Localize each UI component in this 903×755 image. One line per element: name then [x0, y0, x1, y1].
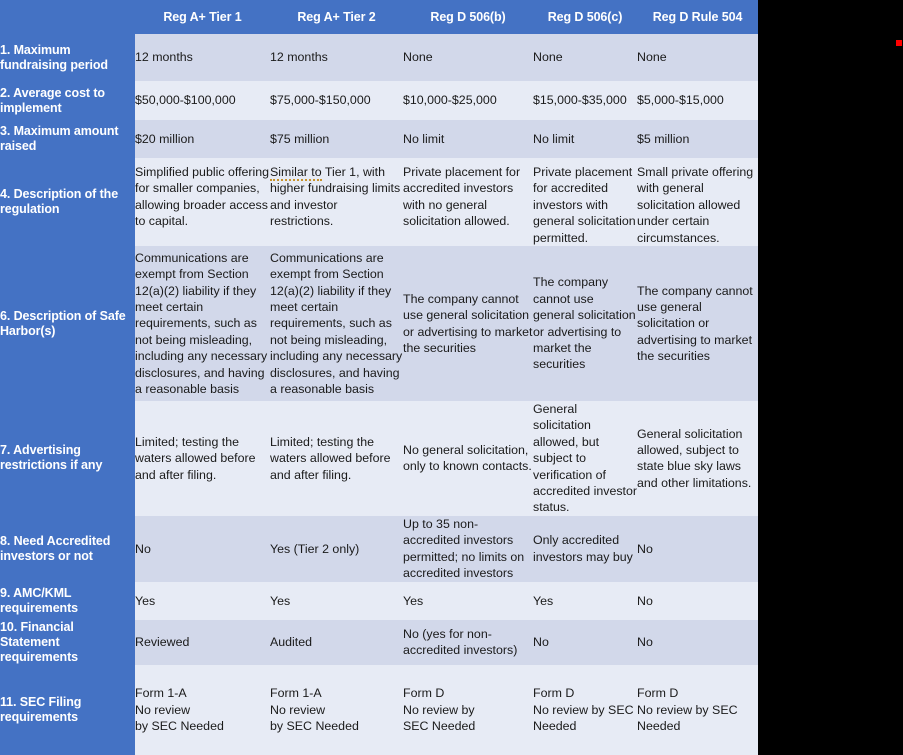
row-label-8: 9. AMC/KML requirements — [0, 582, 135, 620]
table-cell-r3-c5: $5 million — [637, 120, 758, 158]
table-cell-r3-c3: No limit — [403, 120, 533, 158]
table-cell-r6-c3: No general solicitation, only to known contacts. — [403, 401, 533, 516]
table-cell-r2-c1: $50,000-$100,000 — [135, 81, 270, 120]
table-cell-r4-c4: Private placement for accredited investors with general solicitation permitted. — [533, 158, 637, 246]
table-cell-r3-c4: No limit — [533, 120, 637, 158]
spellcheck-underlined-text: Similar to — [270, 165, 322, 179]
row-label-2: 2. Average cost to implement — [0, 81, 135, 120]
table-cell-r1-c1: 12 months — [135, 34, 270, 81]
table-cell-r3-c2: $75 million — [270, 120, 403, 158]
table-row — [0, 34, 758, 81]
table-cell-r4-c5: Small private offering with general solicitation allowed under certain circumstances. — [637, 158, 758, 246]
table-cell-r8-c4: Yes — [533, 582, 637, 620]
column-header-4: Reg D 506(c) — [533, 0, 637, 34]
table-cell-r6-c4: General solicitation allowed, but subject to verification of accredited investor status. — [533, 402, 637, 515]
table-cell-r3-c1: $20 million — [135, 120, 270, 158]
table-cell-r2-c4: $15,000-$35,000 — [533, 81, 637, 120]
table-cell-r10-c5: Form D No review by SEC Needed — [637, 665, 758, 755]
table-row — [0, 620, 758, 665]
table-cell-r4-c1: Simplified public offering for smaller companies, allowing broader access to capital. — [135, 158, 270, 246]
table-cell-r6-c2: Limited; testing the waters allowed before and after filing. — [270, 401, 403, 516]
table-cell-r5-c1: Communications are exempt from Section 12(a)(2) liability if they meet certain requirements, such as not being misleading, including any necessary disclosures, and having a reasonable basis — [135, 246, 270, 401]
table-cell-r4-c2: Similar to Tier 1, with higher fundraising limits and investor restrictions. — [270, 158, 403, 246]
row-label-4: 4. Description of the regulation — [0, 158, 135, 246]
table-row — [0, 582, 758, 620]
row-label-5: 6. Description of Safe Harbor(s) — [0, 246, 135, 401]
table-cell-r4-c3: Private placement for accredited investors with no general solicitation allowed. — [403, 158, 533, 246]
column-header-1: Reg A+ Tier 1 — [135, 0, 270, 34]
table-cell-r9-c2: Audited — [270, 620, 403, 665]
table-cell-r10-c4: Form D No review by SEC Needed — [533, 665, 637, 755]
table-cell-r9-c3: No (yes for non-accredited investors) — [403, 620, 533, 665]
table-cell-r1-c4: None — [533, 34, 637, 81]
table-cell-r9-c1: Reviewed — [135, 620, 270, 665]
table-row — [0, 401, 758, 516]
row-label-10: 11. SEC Filing requirements — [0, 665, 135, 755]
table-cell-r1-c3: None — [403, 34, 533, 81]
table-cell-r8-c3: Yes — [403, 582, 533, 620]
row-label-3: 3. Maximum amount raised — [0, 120, 135, 158]
table-cell-r2-c2: $75,000-$150,000 — [270, 81, 403, 120]
table-cell-r8-c1: Yes — [135, 582, 270, 620]
column-header-5: Reg D Rule 504 — [637, 0, 758, 34]
table-cell-r5-c2: Communications are exempt from Section 12(a)(2) liability if they meet certain requirements, such as not being misleading, including any necessary disclosures, and having a reasonable basis — [270, 246, 403, 401]
table-cell-r8-c2: Yes — [270, 582, 403, 620]
column-header-3: Reg D 506(b) — [403, 0, 533, 34]
table-cell-r7-c2: Yes (Tier 2 only) — [270, 516, 403, 582]
table-cell-r5-c3: The company cannot use general solicitation or advertising to market the securities — [403, 246, 533, 401]
table-cell-r5-c5: The company cannot use general solicitation or advertising to market the securities — [637, 246, 758, 401]
row-label-9: 10. Financial Statement requirements — [0, 620, 135, 665]
table-cell-r7-c4: Only accredited investors may buy — [533, 516, 637, 582]
table-cell-r10-c1: Form 1-A No review by SEC Needed — [135, 665, 270, 755]
table-row — [0, 81, 758, 120]
table-cell-r7-c3: Up to 35 non-accredited investors permitted; no limits on accredited investors — [403, 516, 533, 582]
table-header-row — [0, 0, 758, 34]
table-row — [0, 246, 758, 401]
table-cell-r9-c4: No — [533, 620, 637, 665]
table-cell-r8-c5: No — [637, 582, 758, 620]
table-corner-cell — [0, 0, 135, 34]
red-square-marker — [896, 40, 902, 46]
table-cell-r9-c5: No — [637, 620, 758, 665]
row-label-6: 7. Advertising restrictions if any — [0, 401, 135, 516]
table-cell-r6-c5: General solicitation allowed, subject to state blue sky laws and other limitations. — [637, 401, 758, 516]
table-cell-r10-c3: Form D No review by SEC Needed — [403, 665, 533, 755]
column-header-2: Reg A+ Tier 2 — [270, 0, 403, 34]
table-row — [0, 158, 758, 246]
table-cell-r2-c5: $5,000-$15,000 — [637, 81, 758, 120]
table-cell-r1-c5: None — [637, 34, 758, 81]
table-cell-r1-c2: 12 months — [270, 34, 403, 81]
table-cell-r5-c4: The company cannot use general solicitation or advertising to market the securities — [533, 246, 637, 401]
table-row — [0, 120, 758, 158]
table-cell-r6-c1: Limited; testing the waters allowed before and after filing. — [135, 401, 270, 516]
row-label-7: 8. Need Accredited investors or not — [0, 516, 135, 582]
row-label-1: 1. Maximum fundraising period — [0, 34, 135, 81]
table-cell-r7-c1: No — [135, 516, 270, 582]
table-cell-r10-c2: Form 1-A No review by SEC Needed — [270, 665, 403, 755]
table-cell-r7-c5: No — [637, 516, 758, 582]
table-row — [0, 516, 758, 582]
table-row — [0, 665, 758, 755]
table-cell-r2-c3: $10,000-$25,000 — [403, 81, 533, 120]
